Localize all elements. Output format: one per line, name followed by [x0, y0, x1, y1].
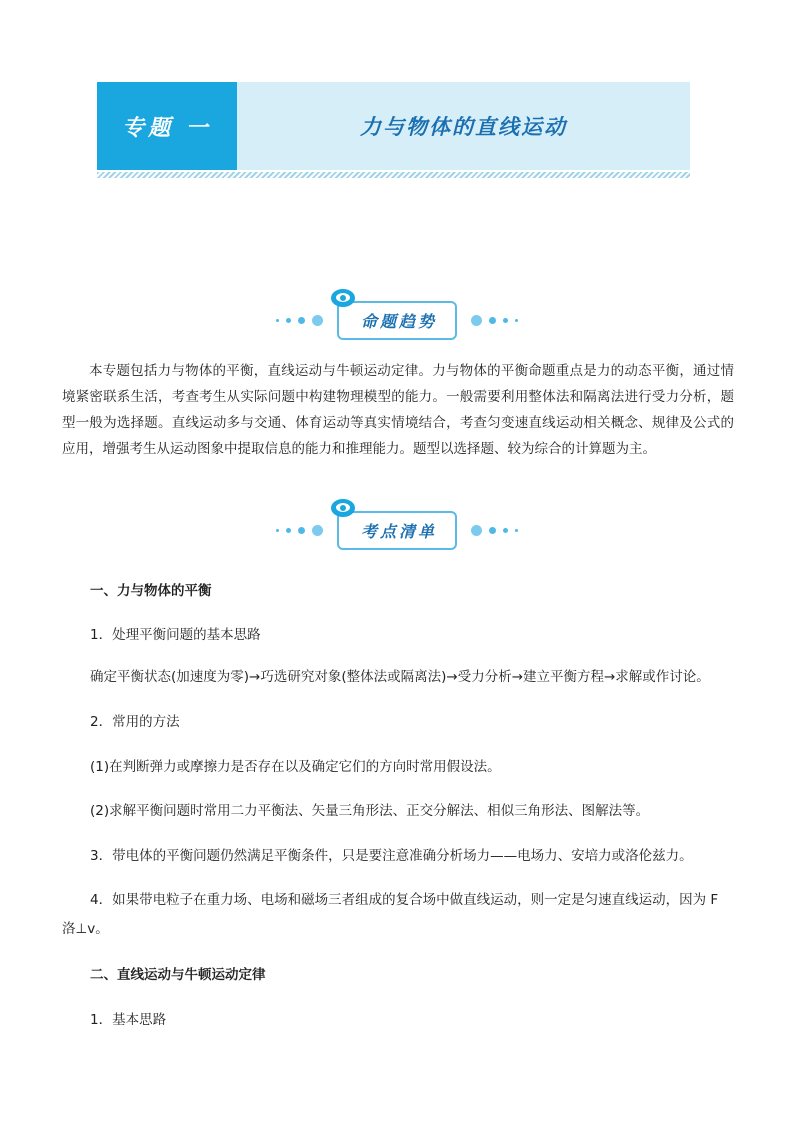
- section-header-points: [0, 510, 794, 550]
- eye-icon: [331, 499, 355, 517]
- eye-icon: [331, 289, 355, 307]
- item-common-methods: 2．常用的方法: [90, 714, 180, 730]
- item-basic-approach-2: 1．基本思路: [90, 1012, 167, 1028]
- item-compound-field: 4．如果带电粒子在重力场、电场和磁场三者组成的复合场中做直线运动，则一定是匀速直线运动，因为 F: [90, 892, 719, 908]
- item-compound-field-cont: 洛⊥v。: [62, 921, 109, 937]
- section-tag-trend: [337, 301, 457, 340]
- section-header-trend: [0, 300, 794, 340]
- item-basic-approach: 1．处理平衡问题的基本思路: [90, 627, 261, 643]
- intro-paragraph: 本专题包括力与物体的平衡，直线运动与牛顿运动定律。力与物体的平衡命题重点是力的动态平衡，通过情境紧密联系生活，考查考生从实际问题中构建物理模型的能力。一般需要利用整体法和隔离法进行受力分析，题型一般为选择题。直线运动多与交通、体育运动等真实情境结合，考查匀变速直线运动相关概念、规律及公式的应用，增强考生从运动图象中提取信息的能力和推理能力。题型以选择题、较为综合的计算题为主。: [62, 363, 734, 457]
- right-dots-decoration: [471, 525, 518, 536]
- right-dots-decoration: [471, 315, 518, 326]
- section-tag-label: 考点清单: [360, 521, 437, 541]
- item-approach-text: 确定平衡状态(加速度为零)→巧选研究对象(整体法或隔离法)→受力分析→建立平衡方程→求解或作讨论。: [90, 669, 710, 685]
- left-dots-decoration: [276, 525, 323, 536]
- left-dots-decoration: [276, 315, 323, 326]
- heading-linear-motion: 二、直线运动与牛顿运动定律: [90, 967, 266, 983]
- heading-equilibrium: 一、力与物体的平衡: [90, 583, 212, 599]
- item-method-2: (2)求解平衡问题时常用二力平衡法、矢量三角形法、正交分解法、相似三角形法、图解法等。: [90, 803, 650, 819]
- section-tag-points: [337, 511, 457, 550]
- banner-stripe-divider: [97, 172, 690, 178]
- topic-banner: [97, 82, 690, 170]
- topic-label: 专题 一: [97, 82, 237, 170]
- topic-title: 力与物体的直线运动: [360, 114, 567, 139]
- item-method-1: (1)在判断弹力或摩擦力是否存在以及确定它们的方向时常用假设法。: [90, 759, 501, 775]
- item-charged-body: 3．带电体的平衡问题仍然满足平衡条件，只是要注意准确分析场力——电场力、安培力或洛伦兹力。: [90, 848, 693, 864]
- section-tag-label: 命题趋势: [360, 311, 437, 331]
